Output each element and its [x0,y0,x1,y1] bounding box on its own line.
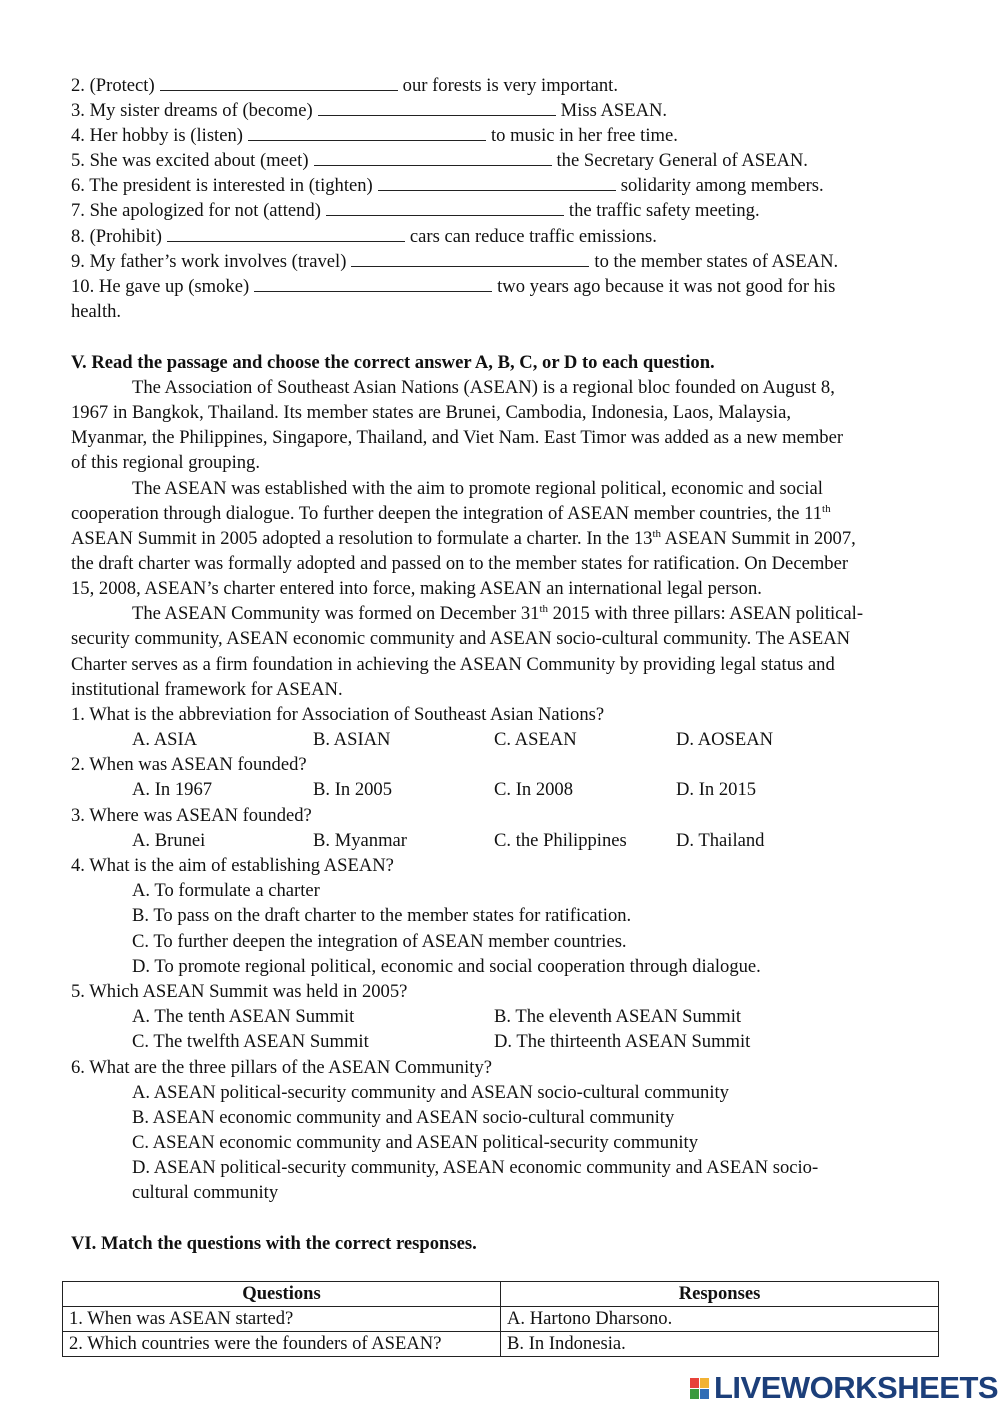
superscript-th: th [539,603,548,615]
option-a[interactable]: A. To formulate a charter [132,880,320,901]
option-a[interactable]: A. ASIA [132,729,198,750]
passage-line: security community, ASEAN economic community and ASEAN socio-cultural community. The ASEAN [71,628,851,649]
option-b[interactable]: B. The eleventh ASEAN Summit [494,1006,742,1027]
logo-mark-icon [690,1378,710,1400]
option-c[interactable]: C. In 2008 [494,779,574,800]
question-2: 2. When was ASEAN founded? [71,754,307,775]
table-row [63,1332,939,1357]
brand-text: LIVEWORKSHEETS [714,1370,999,1405]
question-6: 6. What are the three pillars of the ASEAN Community? [71,1057,493,1078]
question-cell: 1. When was ASEAN started? [63,1307,501,1332]
passage-line: 1967 in Bangkok, Thailand. Its member states are Brunei, Cambodia, Indonesia, Laos, Malaysia, [71,402,791,423]
section-vi-heading: VI. Match the questions with the correct responses. [71,1233,477,1254]
liveworksheets-logo [690,1370,999,1406]
passage-line: of this regional grouping. [71,452,261,473]
option-b[interactable]: B. ASIAN [313,729,391,750]
exercise-item-6: 6. The president is interested in (tighten) solidarity among members. [71,175,824,196]
option-d[interactable]: D. AOSEAN [676,729,774,750]
exercise-item-10-cont: health. [71,301,122,322]
answer-blank[interactable] [160,73,398,91]
answer-blank[interactable] [378,173,616,191]
column-header-questions: Questions [63,1282,501,1307]
answer-blank[interactable] [326,198,564,216]
option-d-cont: cultural community [132,1182,279,1203]
response-cell: B. In Indonesia. [501,1332,939,1357]
exercise-item-3: 3. My sister dreams of (become) Miss ASEAN. [71,100,668,121]
match-table [62,1281,939,1357]
question-5: 5. Which ASEAN Summit was held in 2005? [71,981,408,1002]
option-c[interactable]: C. To further deepen the integration of ASEAN member countries. [132,931,627,952]
option-b[interactable]: B. ASEAN economic community and ASEAN socio-cultural community [132,1107,675,1128]
option-c[interactable]: C. ASEAN [494,729,577,750]
question-1: 1. What is the abbreviation for Association of Southeast Asian Nations? [71,704,605,725]
exercise-item-5: 5. She was excited about (meet) the Secretary General of ASEAN. [71,150,808,171]
question-3: 3. Where was ASEAN founded? [71,805,312,826]
option-b[interactable]: B. In 2005 [313,779,393,800]
option-a[interactable]: A. The tenth ASEAN Summit [132,1006,355,1027]
passage-line: ASEAN Summit in 2005 adopted a resolution to formulate a charter. In the 13th ASEAN Summit in 2007, [71,528,856,549]
passage-line: The ASEAN Community was formed on December 31th 2015 with three pillars: ASEAN political- [132,603,864,624]
passage-line: The Association of Southeast Asian Nations (ASEAN) is a regional bloc founded on August 8, [132,377,835,398]
option-d[interactable]: D. To promote regional political, economic and social cooperation through dialogue. [132,956,761,977]
exercise-item-10: 10. He gave up (smoke) two years ago because it was not good for his [71,276,836,297]
option-b[interactable]: B. Myanmar [313,830,407,851]
superscript-th: th [822,503,831,515]
option-a[interactable]: A. ASEAN political-security community and ASEAN socio-cultural community [132,1082,729,1103]
response-cell: A. Hartono Dharsono. [501,1307,939,1332]
option-c[interactable]: C. The twelfth ASEAN Summit [132,1031,369,1052]
answer-blank[interactable] [248,123,486,141]
passage-line: The ASEAN was established with the aim to promote regional political, economic and social [132,478,823,499]
answer-blank[interactable] [314,148,552,166]
passage-line: the draft charter was formally adopted and passed on to the member states for ratification. On December [71,553,849,574]
passage-line: Myanmar, the Philippines, Singapore, Thailand, and Viet Nam. East Timor was added as a new member [71,427,844,448]
answer-blank[interactable] [167,224,405,242]
column-header-responses: Responses [501,1282,939,1307]
exercise-item-7: 7. She apologized for not (attend) the traffic safety meeting. [71,200,760,221]
exercise-item-8: 8. (Prohibit) cars can reduce traffic emissions. [71,226,657,247]
option-c[interactable]: C. the Philippines [494,830,627,851]
exercise-item-9: 9. My father’s work involves (travel) to the member states of ASEAN. [71,251,839,272]
passage-line: 15, 2008, ASEAN’s charter entered into force, making ASEAN an international legal person. [71,578,762,599]
answer-blank[interactable] [318,98,556,116]
option-b[interactable]: B. To pass on the draft charter to the member states for ratification. [132,905,632,926]
passage-line: institutional framework for ASEAN. [71,679,343,700]
question-cell: 2. Which countries were the founders of ASEAN? [63,1332,501,1357]
option-a[interactable]: A. Brunei [132,830,206,851]
passage-line: cooperation through dialogue. To further deepen the integration of ASEAN member countries, the 11th [71,503,831,524]
option-a[interactable]: A. In 1967 [132,779,213,800]
answer-blank[interactable] [254,274,492,292]
option-d[interactable]: D. Thailand [676,830,765,851]
answer-blank[interactable] [351,249,589,267]
table-header-row [63,1282,939,1307]
option-d[interactable]: D. In 2015 [676,779,757,800]
option-c[interactable]: C. ASEAN economic community and ASEAN political-security community [132,1132,699,1153]
option-d[interactable]: D. ASEAN political-security community, ASEAN economic community and ASEAN socio- [132,1157,819,1178]
exercise-item-2: 2. (Protect) our forests is very important. [71,75,618,96]
question-4: 4. What is the aim of establishing ASEAN? [71,855,394,876]
section-v-heading: V. Read the passage and choose the correct answer A, B, C, or D to each question. [71,352,715,373]
exercise-item-4: 4. Her hobby is (listen) to music in her free time. [71,125,678,146]
superscript-th: th [652,528,662,540]
option-d[interactable]: D. The thirteenth ASEAN Summit [494,1031,751,1052]
table-row [63,1307,939,1332]
passage-line: Charter serves as a firm foundation in achieving the ASEAN Community by providing legal status and [71,654,835,675]
